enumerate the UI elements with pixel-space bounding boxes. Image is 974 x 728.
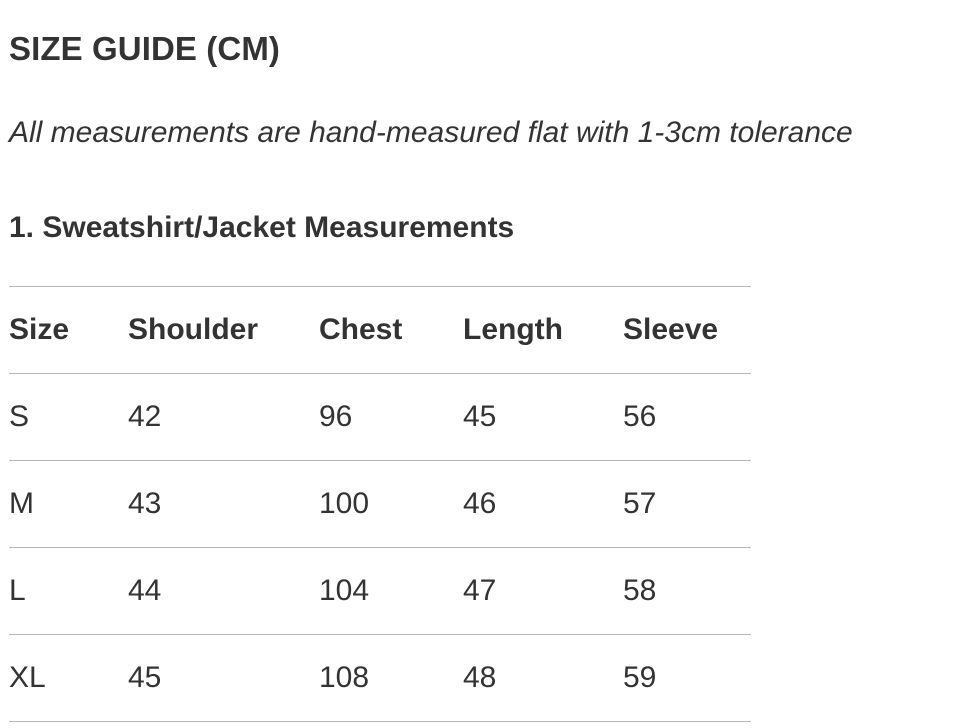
cell-length: 46 — [463, 461, 623, 548]
table-header-row — [9, 287, 751, 374]
cell-sleeve: 58 — [623, 548, 751, 635]
column-header-shoulder: Shoulder — [128, 287, 319, 374]
cell-size: M — [9, 461, 128, 548]
cell-shoulder: 44 — [128, 548, 319, 635]
column-header-size: Size — [9, 287, 128, 374]
cell-shoulder: 43 — [128, 461, 319, 548]
cell-size: S — [9, 374, 128, 461]
measurement-note: All measurements are hand-measured flat with 1-3cm tolerance — [9, 116, 853, 149]
cell-sleeve: 56 — [623, 374, 751, 461]
table-row — [9, 635, 751, 722]
section-heading: 1. Sweatshirt/Jacket Measurements — [9, 211, 515, 244]
cell-shoulder: 45 — [128, 635, 319, 722]
table-row — [9, 374, 751, 461]
table-row — [9, 461, 751, 548]
cell-sleeve: 59 — [623, 635, 751, 722]
cell-shoulder: 42 — [128, 374, 319, 461]
cell-size: XL — [9, 635, 128, 722]
column-header-chest: Chest — [319, 287, 463, 374]
cell-chest: 104 — [319, 548, 463, 635]
size-table — [9, 286, 751, 722]
cell-sleeve: 57 — [623, 461, 751, 548]
column-header-sleeve: Sleeve — [623, 287, 751, 374]
cell-size: L — [9, 548, 128, 635]
cell-chest: 100 — [319, 461, 463, 548]
column-header-length: Length — [463, 287, 623, 374]
cell-length: 47 — [463, 548, 623, 635]
cell-chest: 96 — [319, 374, 463, 461]
page-title: SIZE GUIDE (CM) — [9, 30, 280, 67]
table-row — [9, 548, 751, 635]
cell-length: 45 — [463, 374, 623, 461]
cell-chest: 108 — [319, 635, 463, 722]
cell-length: 48 — [463, 635, 623, 722]
